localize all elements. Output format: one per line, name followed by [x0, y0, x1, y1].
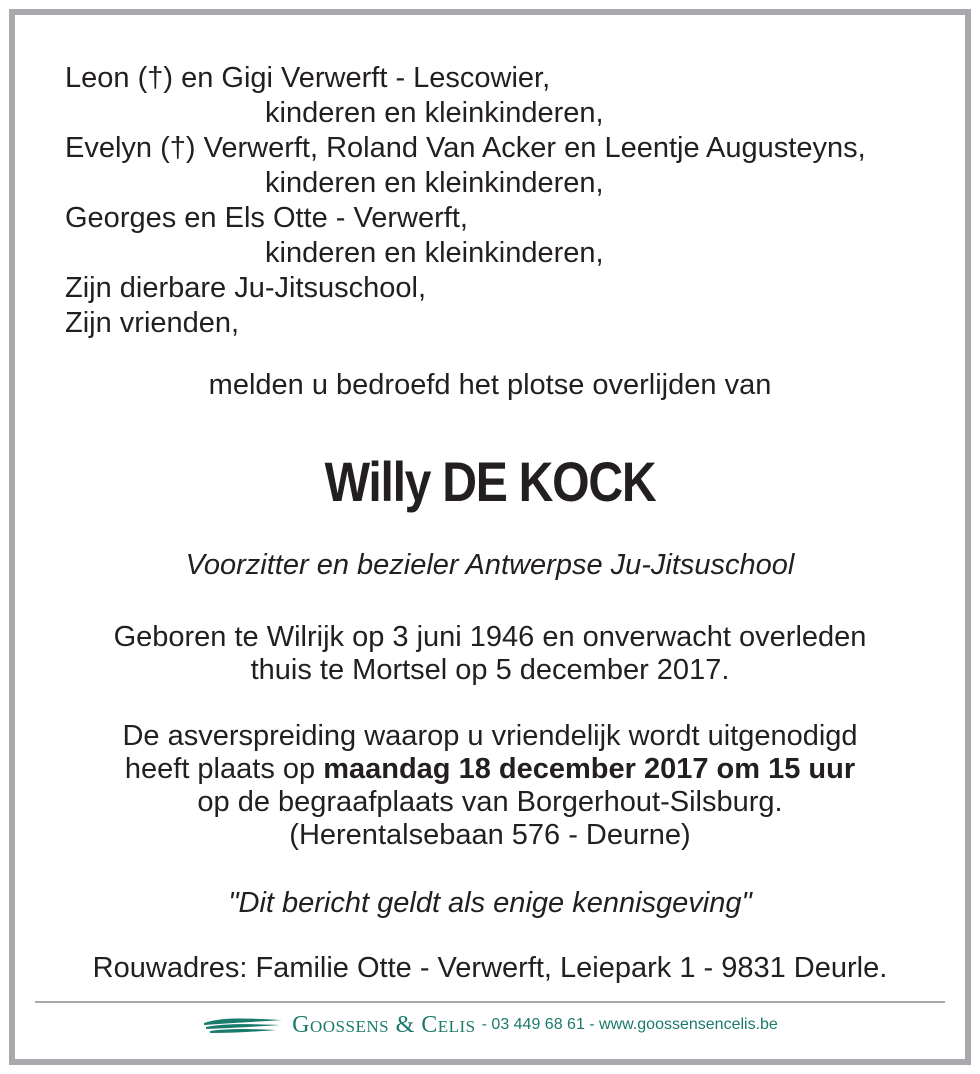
family-line: kinderen en kleinkinderen, [265, 237, 604, 269]
birth-death-info [15, 621, 965, 687]
mourning-address: Rouwadres: Familie Otte - Verwerft, Leiepark 1 - 9831 Deurle. [92, 952, 888, 984]
funeral-home-footer [15, 1010, 965, 1040]
footer-divider [35, 1001, 945, 1003]
ceremony-date-line [15, 753, 965, 786]
obituary-card [9, 9, 971, 1065]
ceremony-info [15, 720, 965, 852]
ceremony-date: maandag 18 december 2017 om 15 uur [323, 753, 856, 785]
announcement-text: melden u bedroefd het plotse overlijden van [208, 369, 772, 401]
deceased-role: Voorzitter en bezieler Antwerpse Ju-Jitsuschool [185, 549, 795, 581]
family-line: Leon (†) en Gigi Verwerft - Lescowier, [65, 62, 551, 94]
birth-line: Geboren te Wilrijk op 3 juni 1946 en onverwacht overleden [113, 621, 867, 653]
notice-text: "Dit bericht geldt als enige kennisgeving" [228, 887, 752, 919]
family-line: Georges en Els Otte - Verwerft, [65, 202, 468, 234]
family-line: Evelyn (†) Verwerft, Roland Van Acker en Leentje Augusteyns, [65, 132, 866, 164]
family-list [65, 61, 866, 341]
ceremony-address: (Herentalsebaan 576 - Deurne) [289, 819, 691, 851]
funeral-home-name: Goossens & Celis [292, 1011, 476, 1038]
ceremony-location: op de begraafplaats van Borgerhout-Silsburg. [197, 786, 783, 818]
family-line: Zijn vrienden, [65, 307, 240, 339]
deceased-name: Willy DE KOCK [324, 450, 656, 513]
death-line: thuis te Mortsel op 5 december 2017. [250, 654, 730, 686]
ceremony-line: De asverspreiding waarop u vriendelijk wordt uitgenodigd [122, 720, 858, 752]
family-line: kinderen en kleinkinderen, [265, 97, 604, 129]
wave-logo-icon [202, 1014, 284, 1036]
ceremony-prefix: heeft plaats op [124, 753, 324, 785]
family-line: kinderen en kleinkinderen, [265, 167, 604, 199]
family-line: Zijn dierbare Ju-Jitsuschool, [65, 272, 427, 304]
funeral-home-contact: - 03 449 68 61 - www.goossensencelis.be [481, 1016, 778, 1033]
